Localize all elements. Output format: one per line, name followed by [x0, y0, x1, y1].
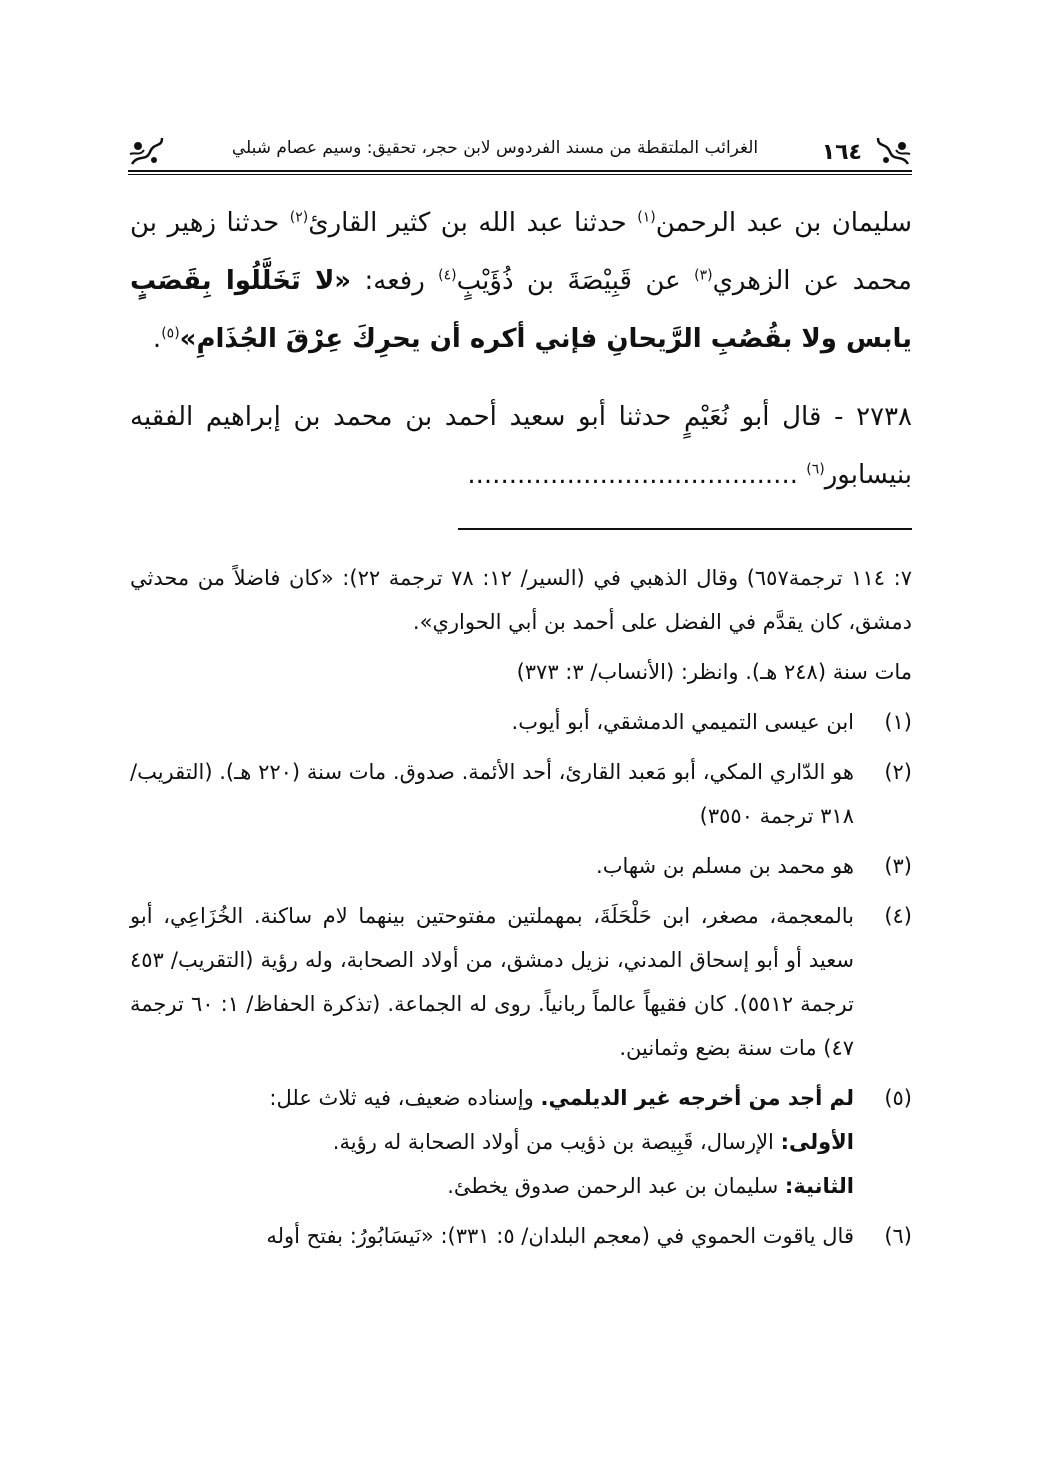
- main-text: [130, 194, 912, 504]
- ornament-icon: [128, 134, 166, 168]
- footnote: [130, 1076, 912, 1208]
- footnote-continuation: ٧: ١١٤ ترجمة٦٥٧) وقال الذهبي في (السير/ ١٢: ٧٨ ترجمة ٢٢): «كان فاضلاً من محدثي دمشق، كان يقدَّم في الفضل على أحمد بن أبي الحواري».: [130, 566, 912, 634]
- footnote-text: هو الدّاري المكي، أبو مَعبد القارئ، أحد الأئمة. صدوق. مات سنة (٢٢٠ هـ). (التقريب/ ٣١٨ ترجمة ٣٥٥٠): [130, 760, 855, 828]
- footnote-text: ابن عيسى التميمي الدمشقي، أبو أيوب.: [511, 710, 854, 734]
- footnote-continuation: مات سنة (٢٤٨ هـ). وانظر: (الأنساب/ ٣: ٣٧٣): [516, 660, 912, 684]
- footnote-ref[interactable]: (٤): [438, 267, 457, 284]
- footnote-ref[interactable]: (٦): [806, 461, 825, 478]
- footnote-ref[interactable]: (٣): [694, 267, 713, 284]
- page-number: ١٦٤: [821, 140, 862, 165]
- footnote-number: (٤): [884, 904, 912, 928]
- footnote-ref[interactable]: (٥): [161, 325, 180, 342]
- footnote-text: لم أجد من أخرجه غير الديلمي. وإسناده ضعيف، فيه ثلاث علل: الأولى: الإرسال، قَبِيصة بن ذؤيب من أولاد الصحابة له رؤية. الثانية: سليمان بن عبد الرحمن صدوق يخطئ.: [269, 1086, 854, 1198]
- footnote: [130, 750, 912, 838]
- footnote-number: (٣): [884, 854, 912, 878]
- continuation-dots: ........................................: [467, 460, 807, 490]
- header-rule: [128, 174, 912, 175]
- footnote: [130, 700, 912, 744]
- footnote-text: بالمعجمة، مصغر، ابن حَلْحَلَةَ، بمهملتين مفتوحتين بينهما لام ساكنة. الخُزَاعِي، أبو سعيد أو أبو إسحاق المدني، نزيل دمشق، من أولاد الصحابة، وله رؤية (التقريب/ ٤٥٣ ترجمة ٥٥١٢). كان فقيهاً عالماً ربانياً. روى له الجماعة. (تذكرة الحفاظ/ ١: ٦٠ ترجمة ٤٧) مات سنة بضع وثمانين.: [130, 904, 854, 1060]
- footnote-number: (٦): [884, 1224, 912, 1248]
- hadith-quote: «لا تَخَلَّلُوا بِقَصَبٍ يابس ولا بقُصُبِ الرَّيحانِ فإني أكره أن يحرِكَ عِرْقَ الجُذَامِ»: [130, 266, 912, 354]
- footnote-text: هو محمد بن مسلم بن شهاب.: [596, 854, 854, 878]
- hadith-paragraph: سليمان بن عبد الرحمن$^{(١)}$ حدثنا عبد الله بن كثير القارئ$^{(٢)}$ حدثنا زهير بن محمد عن الزهري$^{(٣)}$ عن قَبِيْصَةَ بن ذُؤَيْبٍ$^{(٤)}$ رفعه: «لا تَخَلَّلُوا بِقَصَبٍ يابس ولا بقُصُبِ الرَّيحانِ فإني أكره أن يحرِكَ عِرْقَ الجُذَامِ»$^{(٥)}$.: [130, 208, 912, 354]
- footnote-ref[interactable]: (١): [637, 209, 656, 226]
- footnote: [130, 1214, 912, 1258]
- footnote: [130, 894, 912, 1070]
- footnote: [130, 844, 912, 888]
- footnotes: [130, 556, 912, 1264]
- footnote-text: قال ياقوت الحموي في (معجم البلدان/ ٥: ٣٣١): «نَيسَابُورُ: بفتح أوله: [266, 1224, 854, 1248]
- running-header: [128, 126, 912, 174]
- footnote-ref[interactable]: (٢): [289, 209, 309, 226]
- footnote-separator: [458, 528, 912, 530]
- header-rule: [128, 170, 912, 172]
- hadith-paragraph-2738: ٢٧٣٨ - قال أبو نُعَيْمٍ حدثنا أبو سعيد أحمد بن محمد بن إبراهيم الفقيه بنيسابور$^{(٦)}$ ........................................: [130, 402, 912, 490]
- footnote-number: (٥): [884, 1086, 912, 1110]
- footnote-number: (١): [884, 710, 912, 734]
- footnote-number: (٢): [884, 760, 912, 784]
- running-title: الغرائب الملتقطة من مسند الفردوس لابن حجر، تحقيق: وسيم عصام شبلي: [231, 138, 759, 158]
- ornament-icon: [874, 134, 912, 168]
